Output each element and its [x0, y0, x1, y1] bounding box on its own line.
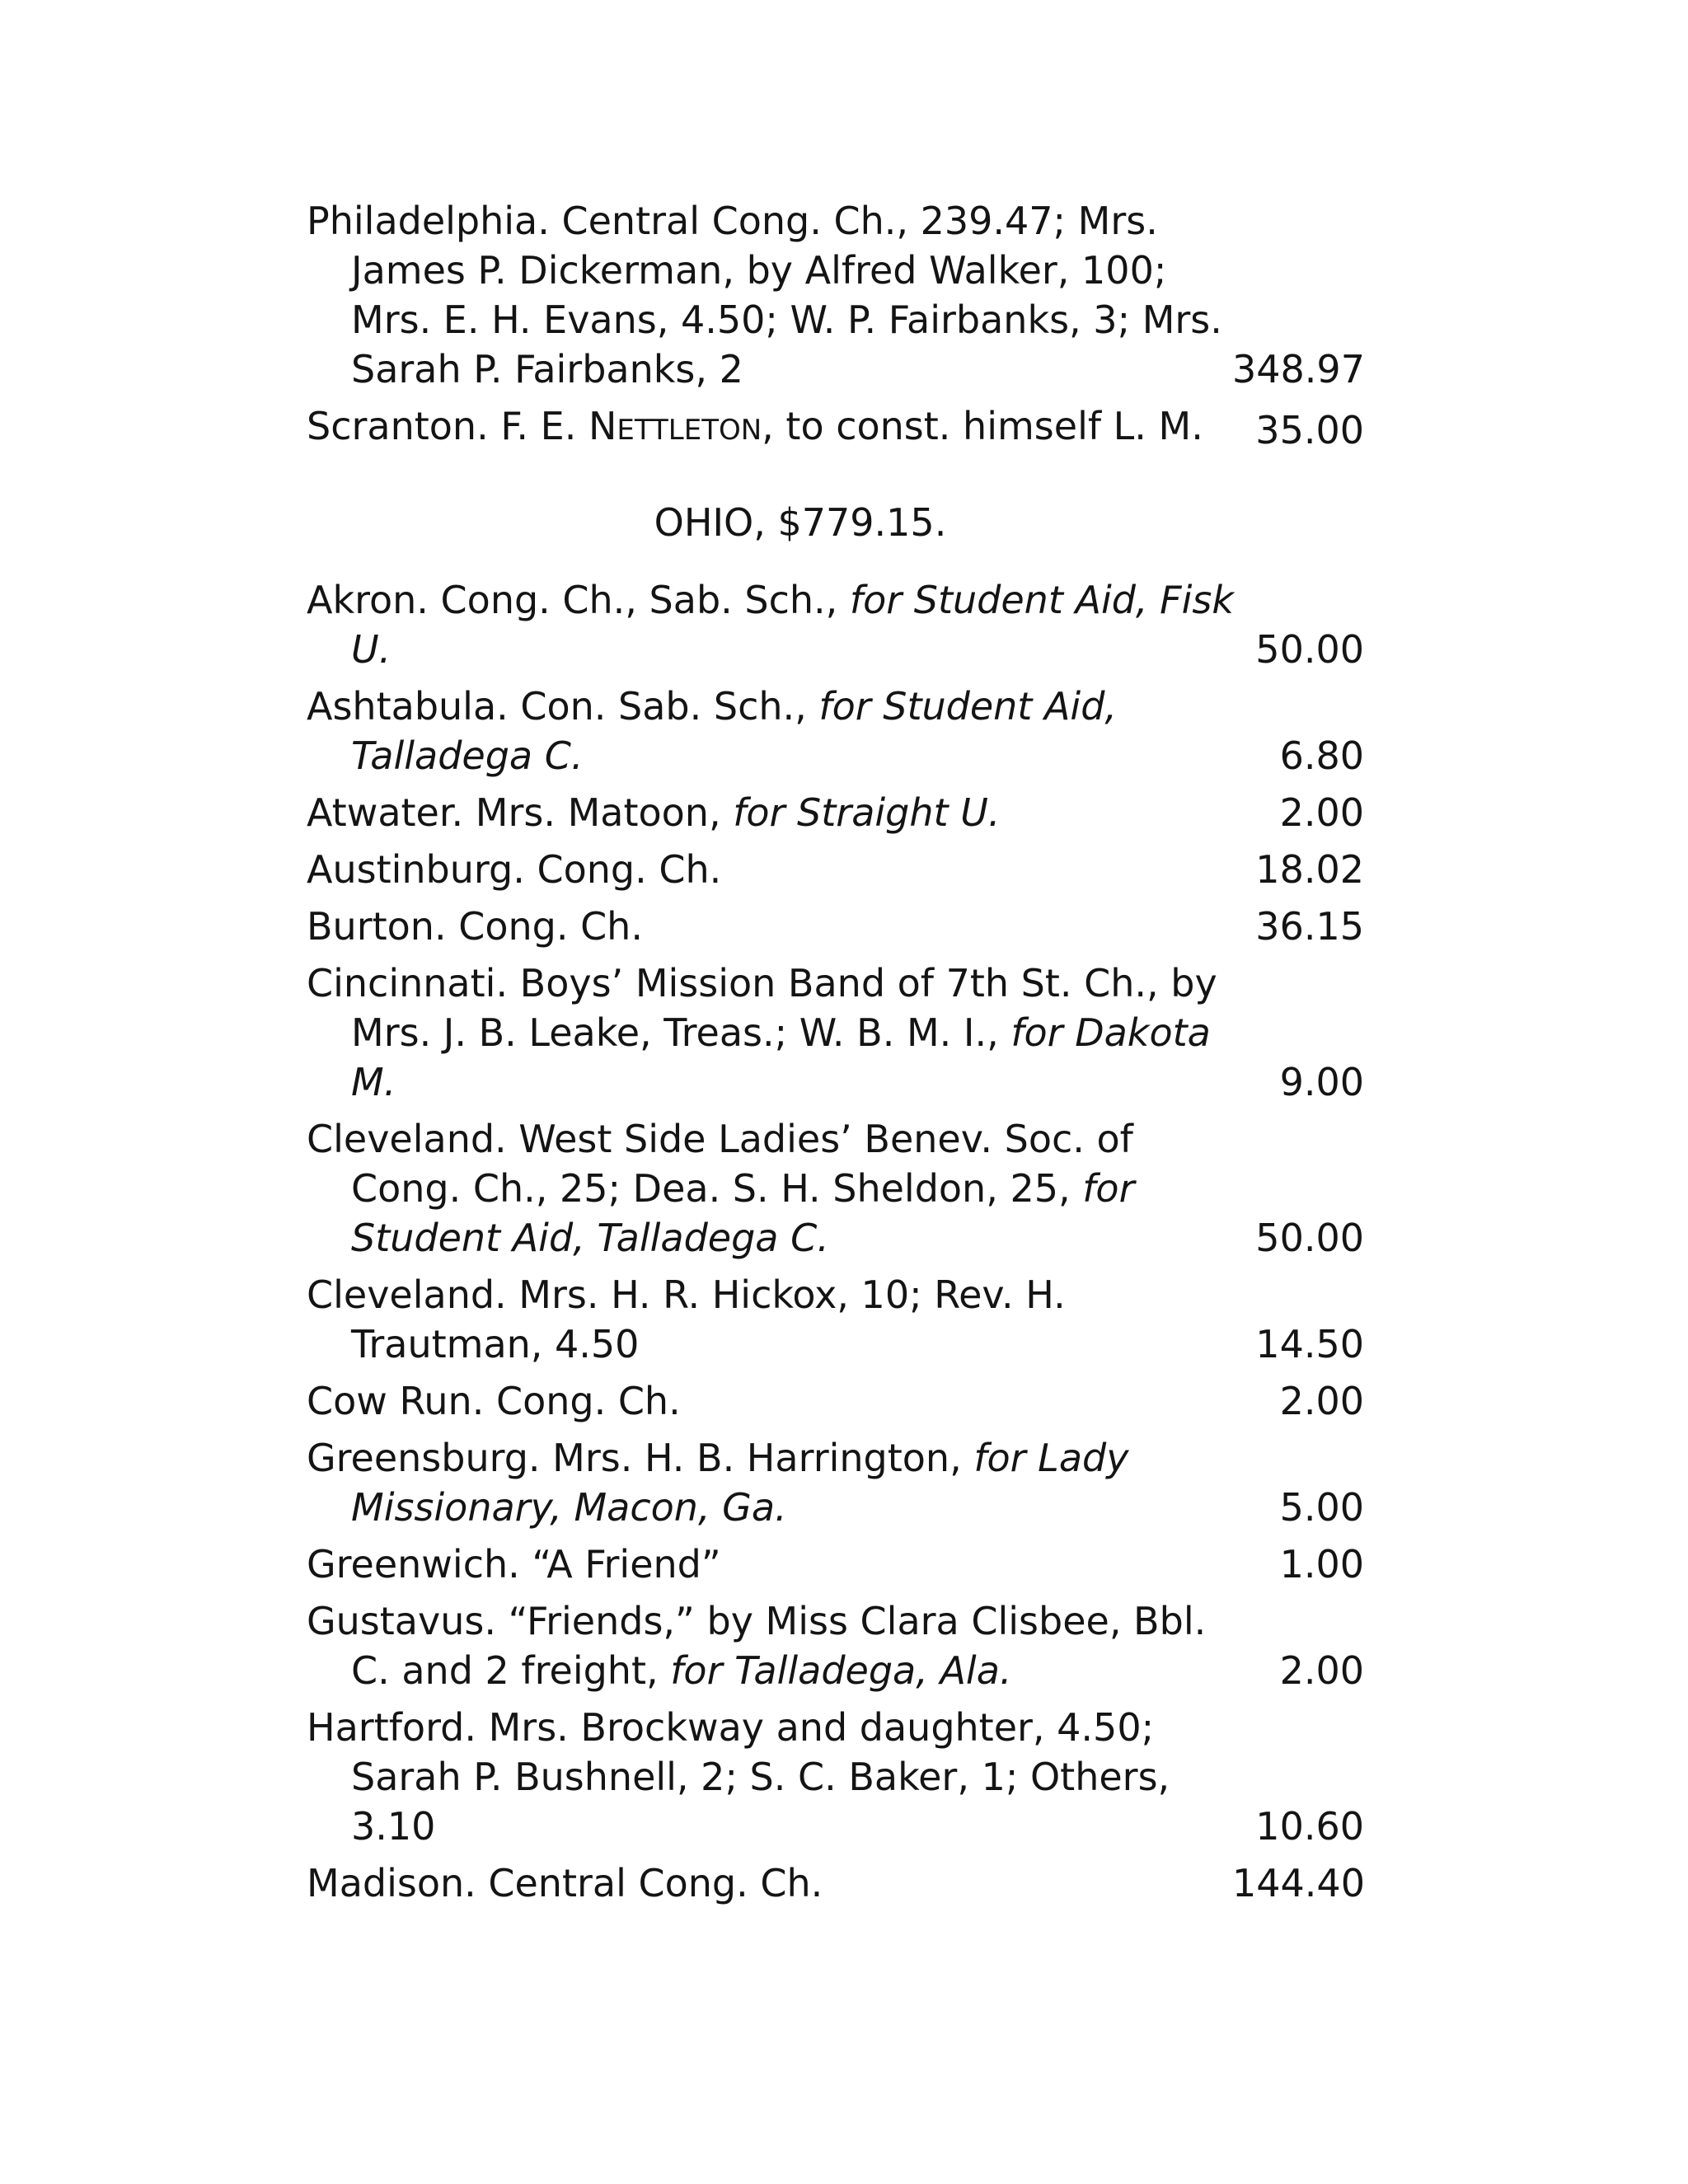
- entry-text: [307, 902, 1238, 951]
- entry-prefix: Cleveland. West Side Ladies’ Benev. Soc. of Cong. Ch., 25; Dea. S. H. Sheldon, 25,: [307, 1117, 1133, 1211]
- entry-prefix: Cincinnati. Boys’ Mission Band of 7th St. Ch., by Mrs. J. B. Leake, Treas.; W. B. M. I.,: [307, 961, 1217, 1055]
- entry-purpose: for Talladega, Ala.: [670, 1648, 1012, 1693]
- entry-text: [307, 196, 1232, 394]
- entry-prefix: Ashtabula. Con. Sab. Sch.,: [307, 684, 819, 729]
- entry-text: [307, 845, 1238, 894]
- entry-amount: 2.00: [1279, 1379, 1364, 1423]
- entry-text: [307, 788, 1238, 837]
- entry-text: [307, 1596, 1238, 1695]
- list-item: [307, 682, 1364, 780]
- entry-amount: 50.00: [1255, 627, 1364, 672]
- section-heading-ohio: OHIO, $779.15.: [654, 500, 947, 545]
- entry-suffix: , to const. himself L. M.: [762, 404, 1203, 448]
- entry-purpose: for Student Aid, Talladega C.: [351, 684, 1118, 778]
- entry-text: [307, 1114, 1238, 1263]
- document-page: [307, 196, 1364, 1915]
- entry-amount: 2.00: [1279, 790, 1364, 835]
- entry-purpose: for Student Aid, Talladega C.: [351, 1166, 1135, 1260]
- entry-amount: 36.15: [1255, 904, 1364, 949]
- entry-text: [307, 575, 1238, 674]
- list-item: [307, 788, 1364, 837]
- entry-text: [307, 1540, 1238, 1589]
- list-item: [307, 845, 1364, 894]
- entry-prefix: Cleveland. Mrs. H. R. Hickox, 10; Rev. H. Trautman, 4.50: [307, 1272, 1066, 1366]
- list-item: [307, 401, 1364, 455]
- entry-purpose: for Straight U.: [733, 790, 1001, 835]
- entry-amount: 14.50: [1255, 1322, 1364, 1366]
- entry-amount: 1.00: [1279, 1542, 1364, 1586]
- entry-prefix: Atwater. Mrs. Matoon,: [307, 790, 734, 835]
- entry-prefix: Gustavus. “Friends,” by Miss Clara Clisbee, Bbl. C. and 2 freight,: [307, 1599, 1207, 1693]
- entry-text: [307, 401, 1238, 455]
- entry-amount: 50.00: [1255, 1216, 1364, 1260]
- entry-text: [307, 1270, 1238, 1369]
- entry-amount: 9.00: [1279, 1060, 1364, 1104]
- entry-amount: 348.97: [1232, 347, 1365, 391]
- entry-prefix: Greenwich. “A Friend”: [307, 1542, 721, 1586]
- entry-purpose: for Lady Missionary, Macon, Ga.: [351, 1436, 1129, 1530]
- entry-smallcaps: ETTLETON: [617, 414, 762, 447]
- list-item: [307, 1540, 1364, 1589]
- entry-prefix: Scranton. F. E. N: [307, 404, 617, 448]
- entry-prefix: Madison. Central Cong. Ch.: [307, 1861, 823, 1905]
- entry-text: [307, 1433, 1238, 1532]
- list-item: [307, 1433, 1364, 1532]
- entry-amount: 10.60: [1255, 1804, 1364, 1849]
- list-item: [307, 1596, 1364, 1695]
- entry-prefix: Burton. Cong. Ch.: [307, 904, 643, 949]
- entry-prefix: Philadelphia. Central Cong. Ch., 239.47; Mrs. James P. Dickerman, by Alfred Walker, 100; Mrs. E. H. Evans, 4.50; W. P. Fairbanks, 3; Mrs. Sarah P. Fairbanks, 2: [307, 199, 1222, 391]
- list-item: [307, 1114, 1364, 1263]
- list-item: [307, 1376, 1364, 1426]
- entry-purpose: for Dakota M.: [351, 1010, 1211, 1104]
- entry-amount: 18.02: [1255, 847, 1364, 892]
- entry-prefix: Cow Run. Cong. Ch.: [307, 1379, 681, 1423]
- entry-prefix: Akron. Cong. Ch., Sab. Sch.,: [307, 578, 850, 622]
- entry-prefix: Hartford. Mrs. Brockway and daughter, 4.50; Sarah P. Bushnell, 2; S. C. Baker, 1; Others, 3.10: [307, 1705, 1170, 1849]
- entry-amount: 6.80: [1279, 733, 1364, 778]
- entry-text: [307, 1858, 1232, 1908]
- entry-text: [307, 958, 1238, 1107]
- list-item: [307, 902, 1364, 951]
- entry-prefix: Austinburg. Cong. Ch.: [307, 847, 722, 892]
- list-item: [307, 958, 1364, 1107]
- entry-amount: 144.40: [1232, 1861, 1365, 1905]
- entry-text: [307, 682, 1238, 780]
- list-item: [307, 1858, 1364, 1908]
- entry-amount: 5.00: [1279, 1485, 1364, 1530]
- entry-amount: 2.00: [1279, 1648, 1364, 1693]
- entry-text: [307, 1703, 1238, 1851]
- entry-text: [307, 1376, 1238, 1426]
- list-item: [307, 196, 1364, 394]
- list-item: [307, 1270, 1364, 1369]
- entry-purpose: for Student Aid, Fisk U.: [351, 578, 1235, 672]
- list-item: [307, 575, 1364, 674]
- entry-amount: 35.00: [1255, 408, 1364, 452]
- list-item: [307, 1703, 1364, 1851]
- entry-prefix: Greensburg. Mrs. H. B. Harrington,: [307, 1436, 974, 1480]
